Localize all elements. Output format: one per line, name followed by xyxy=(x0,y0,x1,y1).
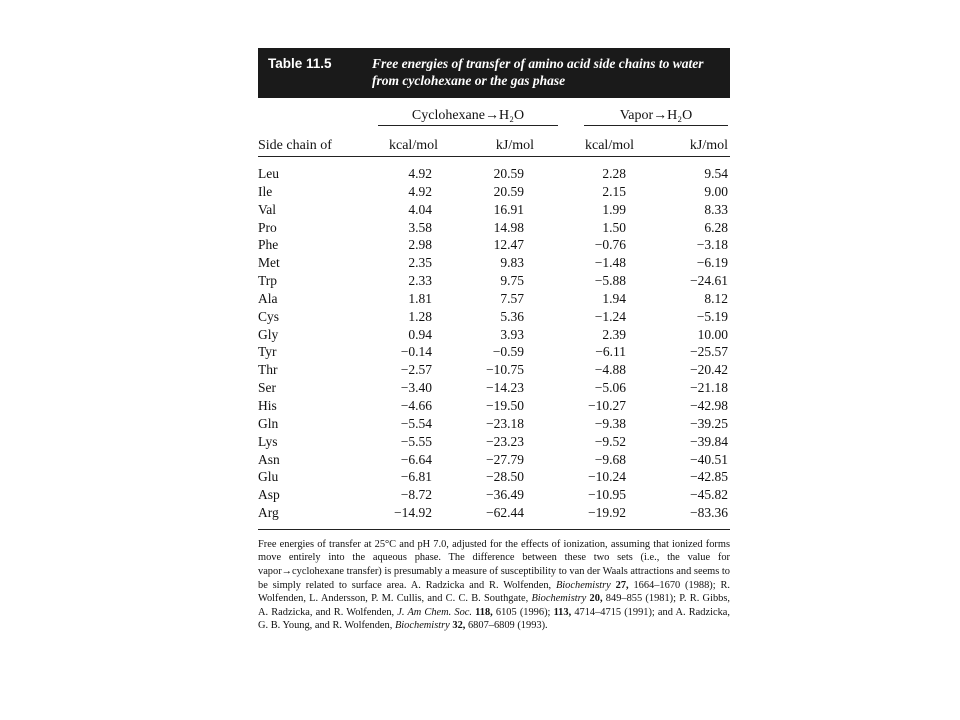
cell-vapor-kj: −21.18 xyxy=(690,380,728,396)
cell-vapor-kj: −5.19 xyxy=(696,308,728,324)
footer-divider xyxy=(258,529,730,530)
cell-vapor-kj: 8.33 xyxy=(704,201,728,217)
table-row xyxy=(258,362,730,380)
cell-vapor-kcal: −0.76 xyxy=(594,237,626,253)
cell-cyclohexane-kcal: 3.58 xyxy=(408,219,432,235)
cell-cyclohexane-kcal: 4.92 xyxy=(408,183,432,199)
cell-vapor-kcal: −10.95 xyxy=(588,487,626,503)
footnote-segment: Biochemistry xyxy=(555,579,611,591)
table-row xyxy=(258,487,730,505)
cell-cyclohexane-kj: −19.50 xyxy=(486,397,524,413)
cell-side-chain: Ile xyxy=(258,183,273,199)
column-headers xyxy=(258,130,730,157)
cell-side-chain: Glu xyxy=(258,469,279,485)
cell-cyclohexane-kj: 16.91 xyxy=(493,201,524,217)
footnote-segment: 118, xyxy=(475,606,493,618)
cell-vapor-kcal: −4.88 xyxy=(594,362,626,378)
cell-side-chain: Asn xyxy=(258,451,280,467)
cell-vapor-kcal: −6.11 xyxy=(595,344,626,360)
cell-cyclohexane-kj: 5.36 xyxy=(500,308,524,324)
cell-side-chain: Gln xyxy=(258,415,279,431)
cell-cyclohexane-kj: −28.50 xyxy=(486,469,524,485)
cell-cyclohexane-kj: 9.83 xyxy=(500,255,524,271)
table-row xyxy=(258,291,730,309)
group-header-vapor: Vapor→H₂O xyxy=(584,108,728,126)
cell-cyclohexane-kj: −0.59 xyxy=(492,344,524,360)
cell-cyclohexane-kcal: 0.94 xyxy=(408,326,432,342)
cell-vapor-kcal: −9.38 xyxy=(594,415,626,431)
cell-cyclohexane-kj: −14.23 xyxy=(486,380,524,396)
cell-cyclohexane-kcal: −8.72 xyxy=(400,487,432,503)
column-header-side-chain: Side chain of xyxy=(258,138,332,153)
table-row xyxy=(258,273,730,291)
table-row xyxy=(258,398,730,416)
footnote-segment: J. Am Chem. Soc. xyxy=(397,606,473,618)
table-row xyxy=(258,416,730,434)
cell-vapor-kcal: −10.27 xyxy=(588,397,626,413)
footnote-segment: 849–855 (1981); P. R. Gibbs, A. Radzicka, and R. Wolfenden, xyxy=(258,593,730,618)
cell-vapor-kj: −45.82 xyxy=(690,487,728,503)
cell-vapor-kcal: −19.92 xyxy=(588,505,626,521)
footnote-segment: Free energies of transfer at 25°C and pH 7.0, adjusted for the effects of ionization, assuming that ionized forms move entirely into the aqueous phase. The difference between these two sets (i.e., the value for vapor→cyclohexane transfer) is presumably a measure of susceptibility to van der Waals attractions and seems to be simply related to surface area. A. Radzicka and R. Wolfenden, xyxy=(258,538,730,591)
cell-vapor-kcal: −9.68 xyxy=(594,451,626,467)
cell-vapor-kj: 9.00 xyxy=(704,183,728,199)
cell-vapor-kj: −39.25 xyxy=(690,415,728,431)
cell-side-chain: Ser xyxy=(258,380,276,396)
table-label: Table 11.5 xyxy=(268,56,332,71)
cell-vapor-kj: −39.84 xyxy=(690,433,728,449)
column-header-cyclohexane-kcal: kcal/mol xyxy=(389,138,438,153)
cell-cyclohexane-kcal: 4.92 xyxy=(408,166,432,181)
cell-vapor-kj: −42.85 xyxy=(690,469,728,485)
cell-cyclohexane-kj: 20.59 xyxy=(493,183,524,199)
table-row xyxy=(258,237,730,255)
table-row xyxy=(258,327,730,345)
cell-cyclohexane-kcal: −4.66 xyxy=(400,397,432,413)
cell-vapor-kj: −25.57 xyxy=(690,344,728,360)
cell-cyclohexane-kj: 7.57 xyxy=(500,290,524,306)
cell-cyclohexane-kcal: −6.81 xyxy=(400,469,432,485)
cell-cyclohexane-kj: 12.47 xyxy=(493,237,524,253)
footnote-segment: Biochemistry xyxy=(531,593,587,605)
cell-side-chain: Arg xyxy=(258,505,279,521)
table-row xyxy=(258,166,730,184)
cell-vapor-kj: −40.51 xyxy=(690,451,728,467)
cell-cyclohexane-kcal: −5.55 xyxy=(400,433,432,449)
cell-side-chain: His xyxy=(258,397,277,413)
cell-vapor-kj: −83.36 xyxy=(690,505,728,521)
cell-cyclohexane-kj: −10.75 xyxy=(486,362,524,378)
footnote-segment: 6807–6809 (1993). xyxy=(465,620,548,632)
group-header-cyclohexane: Cyclohexane→H₂O xyxy=(378,108,558,126)
cell-cyclohexane-kcal: 2.33 xyxy=(408,273,432,289)
footnote-segment: 32, xyxy=(452,620,466,632)
cell-vapor-kcal: 1.94 xyxy=(602,290,626,306)
cell-side-chain: Pro xyxy=(258,219,277,235)
footnote-segment: Biochemistry xyxy=(394,620,450,632)
cell-vapor-kcal: −1.24 xyxy=(594,308,626,324)
cell-cyclohexane-kj: −23.18 xyxy=(486,415,524,431)
cell-vapor-kj: −20.42 xyxy=(690,362,728,378)
cell-cyclohexane-kj: 20.59 xyxy=(493,166,524,181)
table-title-banner xyxy=(258,48,730,98)
table-row xyxy=(258,505,730,523)
table-row xyxy=(258,255,730,273)
table-row xyxy=(258,469,730,487)
cell-side-chain: Lys xyxy=(258,433,278,449)
cell-cyclohexane-kcal: −2.57 xyxy=(400,362,432,378)
cell-side-chain: Phe xyxy=(258,237,279,253)
column-header-vapor-kj: kJ/mol xyxy=(689,138,728,153)
cell-cyclohexane-kcal: 2.35 xyxy=(408,255,432,271)
table-footnote xyxy=(258,538,730,633)
table-row xyxy=(258,184,730,202)
table-row xyxy=(258,202,730,220)
cell-vapor-kcal: 2.28 xyxy=(602,166,626,181)
footnote-segment: 4714–4715 (1991); and A. Radzicka, G. B. Young, and R. Wolfenden, xyxy=(258,606,730,632)
cell-cyclohexane-kj: −36.49 xyxy=(486,487,524,503)
table-row xyxy=(258,380,730,398)
cell-vapor-kj: 9.54 xyxy=(704,166,728,181)
cell-cyclohexane-kcal: 2.98 xyxy=(408,237,432,253)
cell-cyclohexane-kj: −27.79 xyxy=(486,451,524,467)
cell-vapor-kcal: −5.88 xyxy=(594,273,626,289)
cell-cyclohexane-kcal: −3.40 xyxy=(400,380,432,396)
cell-side-chain: Gly xyxy=(258,326,279,342)
footnote-segment: 6105 (1996); xyxy=(492,606,554,618)
cell-side-chain: Val xyxy=(258,201,276,217)
column-group-headers xyxy=(258,104,730,130)
table-title: Free energies of transfer of amino acid side chains to water from cyclohexane or the gas phase xyxy=(372,56,704,88)
cell-side-chain: Asp xyxy=(258,487,280,503)
cell-side-chain: Met xyxy=(258,255,280,271)
cell-side-chain: Cys xyxy=(258,308,280,324)
cell-cyclohexane-kcal: 1.28 xyxy=(408,308,432,324)
table-page xyxy=(258,48,730,633)
cell-vapor-kcal: 2.15 xyxy=(602,183,626,199)
cell-vapor-kj: −42.98 xyxy=(690,397,728,413)
cell-side-chain: Ala xyxy=(258,290,278,306)
cell-side-chain: Thr xyxy=(258,362,278,378)
cell-vapor-kcal: −9.52 xyxy=(594,433,626,449)
cell-vapor-kj: −3.18 xyxy=(696,237,728,253)
footnote-segment: 1664–1670 (1988); R. Wolfenden, L. Andersson, P. M. Cullis, and C. C. B. Southgate, xyxy=(258,579,730,605)
cell-vapor-kcal: −5.06 xyxy=(594,380,626,396)
cell-cyclohexane-kj: −23.23 xyxy=(486,433,524,449)
cell-side-chain: Leu xyxy=(258,166,279,181)
cell-vapor-kj: −24.61 xyxy=(690,273,728,289)
cell-vapor-kcal: 1.99 xyxy=(602,201,626,217)
cell-side-chain: Trp xyxy=(258,273,278,289)
cell-cyclohexane-kcal: −6.64 xyxy=(400,451,432,467)
table-row xyxy=(258,344,730,362)
footnote-segment: 113, xyxy=(553,606,572,618)
cell-vapor-kcal: −1.48 xyxy=(594,255,626,271)
cell-cyclohexane-kcal: −0.14 xyxy=(400,344,432,360)
table-body xyxy=(258,166,730,523)
cell-vapor-kcal: 1.50 xyxy=(602,219,626,235)
table-row xyxy=(258,452,730,470)
cell-cyclohexane-kj: 9.75 xyxy=(500,273,524,289)
cell-vapor-kj: −6.19 xyxy=(696,255,728,271)
cell-cyclohexane-kcal: −5.54 xyxy=(400,415,432,431)
cell-cyclohexane-kcal: 4.04 xyxy=(408,201,432,217)
cell-cyclohexane-kj: −62.44 xyxy=(486,505,524,521)
cell-vapor-kj: 10.00 xyxy=(697,326,728,342)
cell-vapor-kj: 8.12 xyxy=(704,290,728,306)
table-row xyxy=(258,220,730,238)
column-header-cyclohexane-kj: kJ/mol xyxy=(495,138,534,153)
cell-cyclohexane-kcal: 1.81 xyxy=(408,290,432,306)
table-row xyxy=(258,309,730,327)
footnote-segment: 27, xyxy=(615,579,629,591)
cell-vapor-kcal: 2.39 xyxy=(602,326,626,342)
cell-cyclohexane-kj: 14.98 xyxy=(493,219,524,235)
table-row xyxy=(258,434,730,452)
cell-cyclohexane-kcal: −14.92 xyxy=(394,505,432,521)
cell-side-chain: Tyr xyxy=(258,344,277,360)
footnote-segment: 20, xyxy=(589,593,603,605)
cell-cyclohexane-kj: 3.93 xyxy=(500,326,524,342)
column-header-vapor-kcal: kcal/mol xyxy=(585,138,634,153)
cell-vapor-kcal: −10.24 xyxy=(588,469,626,485)
cell-vapor-kj: 6.28 xyxy=(704,219,728,235)
